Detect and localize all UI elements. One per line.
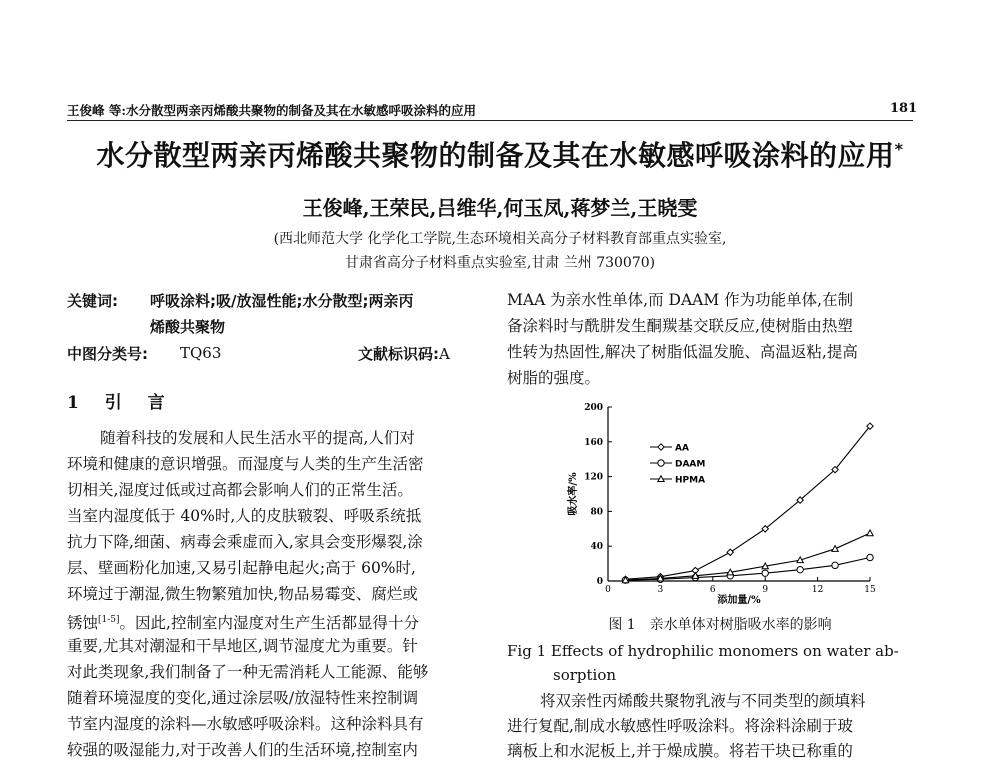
left-body-line-3: 切相关,湿度过低或过高都会影响人们的正常生活。 xyxy=(67,481,413,499)
left-body-line-1: 随着科技的发展和人民生活水平的提高,人们对 xyxy=(100,429,415,447)
legend-marker-daam xyxy=(658,460,664,466)
legend-label-aa: AA xyxy=(675,443,689,454)
left-body-line-4: 当室内湿度低于 40%时,人的皮肤皲裂、呼吸系统抵 xyxy=(67,507,422,525)
x-axis-label: 添加量/% xyxy=(717,595,761,606)
right-body-line-3: 性转为热固性,解决了树脂低温发脆、高温返粘,提高 xyxy=(507,343,858,361)
x-tick-label: 6 xyxy=(709,585,716,595)
legend-label-hpma: HPMA xyxy=(675,475,706,486)
figure-caption-en-line-1: Fig 1 Effects of hydrophilic monomers on water ab- xyxy=(507,642,899,660)
y-axis-label: 吸水率/% xyxy=(568,472,579,516)
section-title: 引 言 xyxy=(104,393,175,413)
title-footnote-mark: * xyxy=(894,139,904,159)
right-bottom-line-3: 璃板上和水泥板上,并于燥成膜。将若干块已称重的 xyxy=(507,742,853,760)
data-point-daam xyxy=(797,566,803,572)
keywords-label: 关键词: xyxy=(67,292,118,310)
legend-marker-aa xyxy=(658,444,664,450)
y-tick-label: 120 xyxy=(584,472,603,483)
data-point-daam xyxy=(867,554,873,560)
clc-label: 中图分类号: xyxy=(67,345,148,363)
left-body-line-12: 节室内湿度的涂料—水敏感呼吸涂料。这种涂料具有 xyxy=(67,715,424,733)
data-point-hpma xyxy=(832,546,838,552)
right-bottom-line-2: 进行复配,制成水敏感性呼吸涂料。将涂料涂刷于玻 xyxy=(507,717,853,735)
left-body-line-9: 重要,尤其对潮湿和干旱地区,调节湿度尤为重要。针 xyxy=(67,637,418,655)
right-body-line-4: 树脂的强度。 xyxy=(507,369,601,387)
figure-1-chart xyxy=(530,395,890,615)
author-list: 王俊峰,王荣民,吕维华,何玉凤,蒋梦兰,王晓雯 xyxy=(302,196,698,220)
y-tick-label: 0 xyxy=(596,577,603,587)
right-body-line-2: 备涂料时与酰肼发生酮羰基交联反应,使树脂由热塑 xyxy=(507,317,853,335)
x-tick-label: 3 xyxy=(657,585,664,595)
left-body-line-10: 对此类现象,我们制备了一种无需消耗人工能源、能够 xyxy=(67,663,429,681)
clc-value: TQ63 xyxy=(180,344,222,362)
paper-title xyxy=(50,134,950,174)
left-body-line-11: 随着环境湿度的变化,通过涂层吸/放湿特性来控制调 xyxy=(67,689,419,707)
left-body-line-8: 锈蚀[1-5]。因此,控制室内湿度对生产生活都显得十分 xyxy=(67,614,419,633)
figure-caption-en-line-2: sorption xyxy=(553,666,617,684)
right-bottom-line-1: 将双亲性丙烯酸共聚物乳液与不同类型的颜填料 xyxy=(540,692,866,710)
x-tick-label: 0 xyxy=(605,585,611,595)
left-body-line-6: 层、壁画粉化加速,又易引起静电起火;高于 60%时, xyxy=(67,559,416,577)
running-head: 王俊峰 等:水分散型两亲丙烯酸共聚物的制备及其在水敏感呼吸涂料的应用 xyxy=(67,103,476,118)
left-body-line-7: 环境过于潮湿,微生物繁殖加快,物品易霉变、腐烂或 xyxy=(67,585,418,603)
data-point-daam xyxy=(762,570,768,576)
doc-code: 文献标识码:A xyxy=(358,345,450,363)
title-text: 水分散型两亲丙烯酸共聚物的制备及其在水敏感呼吸涂料的应用 xyxy=(96,139,895,172)
data-point-daam xyxy=(832,562,838,568)
section-number: 1 xyxy=(67,393,89,413)
y-tick-label: 40 xyxy=(590,542,603,553)
x-tick-label: 9 xyxy=(762,585,769,595)
left-body-line-5: 抗力下降,细菌、病毒会乘虚而入,家具会变形爆裂,涂 xyxy=(67,533,423,551)
legend-label-daam: DAAM xyxy=(675,459,706,470)
citation-ref: [1-5] xyxy=(98,615,120,625)
y-tick-label: 160 xyxy=(584,437,603,448)
keywords-line-1: 呼吸涂料;吸/放湿性能;水分散型;两亲丙 xyxy=(150,292,414,310)
y-tick-label: 80 xyxy=(590,507,603,518)
x-tick-label: 12 xyxy=(811,585,824,595)
affiliation-line-2: 甘肃省高分子材料重点实验室,甘肃 兰州 730070) xyxy=(344,255,656,271)
header-rule xyxy=(67,120,913,121)
affiliation-line-1: (西北师范大学 化学化工学院,生态环境相关高分子材料教育部重点实验室, xyxy=(273,231,727,247)
left-body-line-13: 较强的吸湿能力,对于改善人们的生活环境,控制室内 xyxy=(67,741,418,759)
data-point-hpma xyxy=(867,530,873,536)
page-number: 181 xyxy=(890,101,918,116)
doc-code-value: A xyxy=(439,345,450,363)
y-tick-label: 200 xyxy=(584,403,603,413)
x-tick-label: 15 xyxy=(864,585,876,595)
keywords-line-2: 烯酸共聚物 xyxy=(150,318,226,336)
left-body-line-2: 环境和健康的意识增强。而湿度与人类的生产生活密 xyxy=(67,455,424,473)
data-point-aa xyxy=(727,549,733,555)
right-body-line-1: MAA 为亲水性单体,而 DAAM 作为功能单体,在制 xyxy=(507,291,854,309)
figure-caption-cn: 图 1 亲水单体对树脂吸水率的影响 xyxy=(608,617,832,633)
section-heading xyxy=(67,388,175,413)
